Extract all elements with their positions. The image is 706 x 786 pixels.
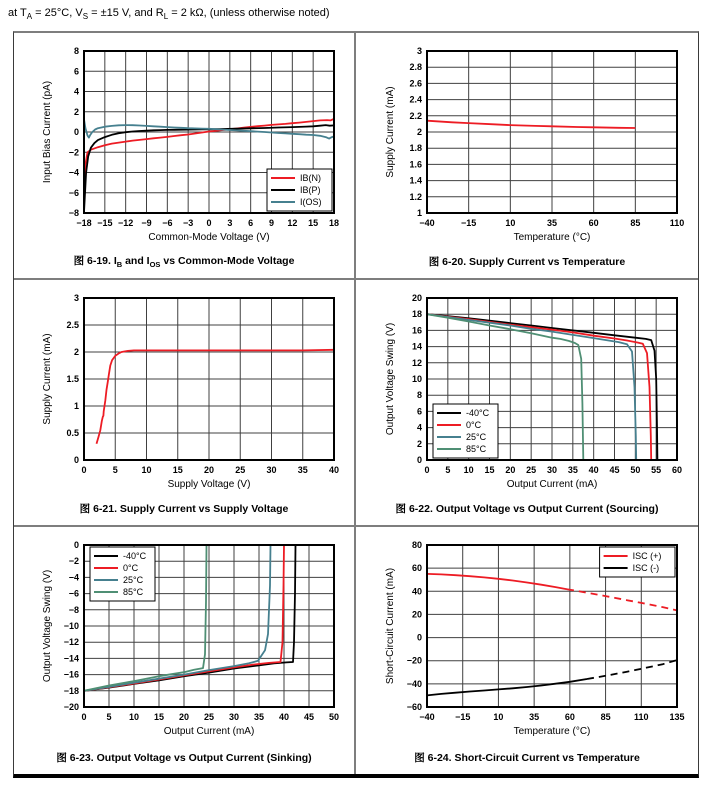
- svg-text:50: 50: [630, 465, 641, 475]
- legend: [90, 547, 155, 601]
- caption-6-24: [356, 750, 698, 765]
- caption-6-22: [356, 501, 698, 516]
- svg-text:1.4: 1.4: [409, 175, 422, 186]
- svg-text:20: 20: [411, 293, 422, 303]
- caption-text: vs Common-Mode Voltage: [160, 254, 295, 267]
- svg-text:40: 40: [411, 586, 422, 597]
- svg-text:60: 60: [411, 563, 422, 574]
- svg-text:15: 15: [172, 465, 183, 475]
- svg-text:35: 35: [529, 712, 540, 722]
- caption-text: 图 6-22. Output Voltage vs Output Current (Sourcing): [395, 503, 659, 515]
- x-axis-title: Supply Voltage (V): [167, 479, 251, 490]
- x-axis-title: Output Current (mA): [506, 479, 598, 490]
- figure-panel-6-21: [14, 280, 356, 527]
- svg-text:1.5: 1.5: [66, 374, 79, 384]
- svg-text:−8: −8: [68, 604, 79, 615]
- legend-label: 25°C: [123, 575, 144, 585]
- legend: [600, 547, 675, 577]
- svg-text:8: 8: [73, 46, 79, 56]
- conditions-subscript: L: [163, 12, 169, 22]
- svg-text:35: 35: [297, 465, 308, 475]
- caption-subscript: OS: [149, 260, 161, 269]
- svg-text:2: 2: [73, 106, 79, 117]
- chart-6-24: [360, 529, 694, 741]
- caption-6-19: [14, 253, 354, 269]
- caption-subscript: B: [116, 260, 123, 269]
- svg-text:2.4: 2.4: [409, 94, 422, 105]
- conditions-text: = ±15 V, and R: [88, 7, 164, 19]
- legend-label: 0°C: [466, 420, 482, 430]
- svg-text:15: 15: [484, 465, 495, 475]
- svg-text:20: 20: [411, 609, 422, 620]
- figure-panel-6-23: [14, 527, 356, 774]
- svg-text:20: 20: [203, 465, 215, 475]
- y-axis-title: Supply Current (mA): [385, 86, 396, 178]
- figure-panel-6-22: [356, 280, 698, 527]
- chart-6-19: [17, 35, 351, 247]
- svg-text:−10: −10: [63, 621, 79, 631]
- svg-text:85: 85: [630, 218, 641, 228]
- y-axis-title: Output Voltage Swing (V): [42, 569, 53, 683]
- svg-text:10: 10: [505, 218, 516, 228]
- svg-text:20: 20: [505, 465, 516, 475]
- svg-text:15: 15: [153, 712, 165, 722]
- caption-text: 图 6-23. Output Voltage vs Output Current (Sinking): [56, 752, 312, 764]
- legend-label: IB(N): [300, 173, 321, 183]
- figure-panel-6-20: [356, 33, 698, 280]
- conditions-subscript: A: [26, 12, 33, 22]
- figure-panel-6-24: [356, 527, 698, 774]
- chart-6-21: [17, 282, 351, 494]
- svg-text:3: 3: [227, 218, 233, 228]
- svg-text:−18: −18: [76, 218, 92, 228]
- svg-text:−3: −3: [183, 218, 194, 228]
- legend: [267, 169, 332, 211]
- svg-text:−4: −4: [68, 167, 79, 178]
- caption-6-21: [14, 501, 354, 516]
- svg-text:2: 2: [416, 438, 422, 449]
- svg-text:16: 16: [411, 325, 422, 336]
- legend-label: 25°C: [466, 432, 487, 442]
- svg-text:60: 60: [588, 218, 599, 228]
- svg-text:−15: −15: [461, 218, 477, 228]
- svg-text:0: 0: [73, 455, 79, 465]
- legend-label: -40°C: [466, 408, 490, 418]
- svg-text:2.5: 2.5: [66, 320, 79, 330]
- svg-text:110: 110: [634, 712, 649, 722]
- caption-6-20: [356, 254, 698, 269]
- svg-text:5: 5: [112, 465, 118, 475]
- svg-text:2.6: 2.6: [409, 78, 422, 89]
- svg-text:55: 55: [651, 465, 662, 475]
- svg-text:−6: −6: [162, 218, 173, 228]
- figures-table: [13, 31, 699, 778]
- caption-text: 图 6-21. Supply Current vs Supply Voltage: [79, 503, 289, 515]
- legend-label: 85°C: [466, 444, 487, 454]
- x-axis-title: Temperature (°C): [513, 232, 591, 243]
- svg-text:25: 25: [203, 712, 215, 722]
- svg-text:0: 0: [73, 127, 79, 137]
- x-axis-title: Common-Mode Voltage (V): [148, 232, 270, 243]
- svg-text:10: 10: [141, 465, 152, 475]
- svg-text:−20: −20: [63, 702, 79, 712]
- figure-panel-6-19: [14, 33, 356, 280]
- y-axis-title: Short-Circuit Current (mA): [385, 567, 396, 685]
- svg-text:2: 2: [416, 127, 422, 137]
- svg-text:2.8: 2.8: [409, 62, 422, 73]
- svg-text:−18: −18: [63, 685, 79, 696]
- legend-label: ISC (+): [632, 551, 662, 561]
- conditions-note: [8, 7, 330, 21]
- svg-text:0: 0: [424, 465, 430, 475]
- svg-text:−4: −4: [68, 572, 79, 583]
- svg-text:45: 45: [609, 465, 620, 475]
- conditions-text: = 25°C, V: [32, 7, 83, 19]
- svg-text:−8: −8: [68, 208, 79, 218]
- svg-text:−15: −15: [97, 218, 113, 228]
- svg-text:2: 2: [73, 347, 79, 357]
- svg-text:−40: −40: [419, 712, 435, 722]
- x-axis-title: Output Current (mA): [163, 726, 255, 737]
- svg-text:0: 0: [416, 632, 422, 643]
- x-axis-title: Temperature (°C): [513, 726, 591, 737]
- svg-text:12: 12: [287, 218, 298, 228]
- svg-text:18: 18: [328, 218, 340, 228]
- y-axis-title: Input Bias Current (pA): [42, 80, 53, 184]
- legend-label: ISC (-): [632, 563, 660, 573]
- svg-text:−16: −16: [63, 669, 79, 680]
- svg-text:−60: −60: [406, 702, 422, 712]
- svg-text:10: 10: [411, 374, 422, 384]
- svg-text:20: 20: [178, 712, 190, 722]
- svg-text:−40: −40: [406, 678, 422, 689]
- svg-text:1: 1: [416, 208, 422, 218]
- svg-text:6: 6: [248, 218, 254, 228]
- svg-text:14: 14: [411, 341, 422, 352]
- legend-label: IB(P): [300, 185, 321, 195]
- caption-text: 图 6-24. Short-Circuit Current vs Temperature: [414, 752, 640, 764]
- svg-text:135: 135: [669, 712, 685, 722]
- svg-text:85: 85: [600, 712, 611, 722]
- svg-text:1.8: 1.8: [409, 143, 422, 154]
- svg-text:5: 5: [106, 712, 112, 722]
- svg-text:4: 4: [416, 422, 422, 433]
- svg-text:−12: −12: [63, 637, 79, 648]
- svg-text:−14: −14: [63, 653, 79, 664]
- conditions-text: at T: [8, 7, 27, 19]
- svg-text:1.2: 1.2: [409, 191, 422, 202]
- svg-text:−6: −6: [68, 588, 79, 599]
- svg-text:40: 40: [278, 712, 290, 722]
- svg-text:0: 0: [81, 465, 87, 475]
- chart-6-20: [360, 35, 694, 247]
- svg-text:3: 3: [416, 46, 422, 56]
- svg-text:0: 0: [73, 540, 79, 550]
- caption-text: and I: [122, 254, 150, 267]
- svg-text:−2: −2: [68, 147, 79, 158]
- caption-text: 图 6-19. I: [73, 254, 117, 267]
- chart-6-23: [17, 529, 351, 741]
- svg-text:−40: −40: [419, 218, 435, 228]
- svg-text:10: 10: [128, 712, 140, 722]
- y-axis-title: Output Voltage Swing (V): [385, 322, 396, 436]
- svg-text:30: 30: [228, 712, 240, 722]
- svg-text:80: 80: [411, 540, 422, 550]
- svg-text:5: 5: [445, 465, 451, 475]
- caption-6-23: [14, 750, 354, 765]
- svg-text:10: 10: [463, 465, 474, 475]
- legend-label: -40°C: [123, 551, 147, 561]
- svg-text:50: 50: [328, 712, 340, 722]
- svg-text:30: 30: [266, 465, 277, 475]
- svg-text:10: 10: [493, 712, 504, 722]
- svg-text:3: 3: [73, 293, 79, 303]
- svg-text:45: 45: [303, 712, 315, 722]
- svg-text:−2: −2: [68, 556, 79, 567]
- chart-6-22: [360, 282, 694, 494]
- svg-text:40: 40: [328, 465, 340, 475]
- svg-text:60: 60: [671, 465, 683, 475]
- caption-text: 图 6-20. Supply Current vs Temperature: [428, 256, 626, 268]
- svg-text:60: 60: [564, 712, 575, 722]
- svg-text:6: 6: [73, 66, 79, 77]
- svg-text:−9: −9: [141, 218, 152, 228]
- legend-label: 0°C: [123, 563, 139, 573]
- svg-text:6: 6: [416, 406, 422, 417]
- svg-text:2.2: 2.2: [409, 110, 422, 121]
- legend: [433, 404, 498, 458]
- svg-text:1.6: 1.6: [409, 159, 422, 170]
- svg-text:−12: −12: [118, 218, 134, 228]
- legend-label: 85°C: [123, 587, 144, 597]
- svg-text:9: 9: [268, 218, 275, 228]
- svg-text:35: 35: [546, 218, 558, 228]
- svg-text:0: 0: [81, 712, 87, 722]
- svg-text:4: 4: [73, 86, 79, 97]
- svg-text:0.5: 0.5: [66, 428, 79, 438]
- svg-text:8: 8: [416, 390, 422, 401]
- svg-text:35: 35: [567, 465, 578, 475]
- svg-text:0: 0: [206, 218, 212, 228]
- svg-text:110: 110: [669, 218, 685, 228]
- svg-text:30: 30: [546, 465, 558, 475]
- svg-text:25: 25: [235, 465, 246, 475]
- svg-text:1: 1: [73, 401, 79, 411]
- svg-text:−6: −6: [68, 187, 79, 198]
- svg-text:0: 0: [416, 455, 422, 465]
- svg-text:35: 35: [253, 712, 265, 722]
- svg-text:15: 15: [308, 218, 319, 228]
- svg-text:18: 18: [411, 309, 422, 320]
- y-axis-title: Supply Current (mA): [42, 333, 53, 425]
- conditions-text: = 2 kΩ, (unless otherwise noted): [168, 7, 330, 19]
- svg-text:−15: −15: [455, 712, 471, 722]
- svg-text:12: 12: [411, 357, 422, 368]
- svg-text:40: 40: [588, 465, 599, 475]
- svg-text:−20: −20: [406, 655, 422, 666]
- legend-label: I(OS): [300, 197, 322, 207]
- svg-text:25: 25: [526, 465, 537, 475]
- conditions-subscript: S: [82, 12, 89, 22]
